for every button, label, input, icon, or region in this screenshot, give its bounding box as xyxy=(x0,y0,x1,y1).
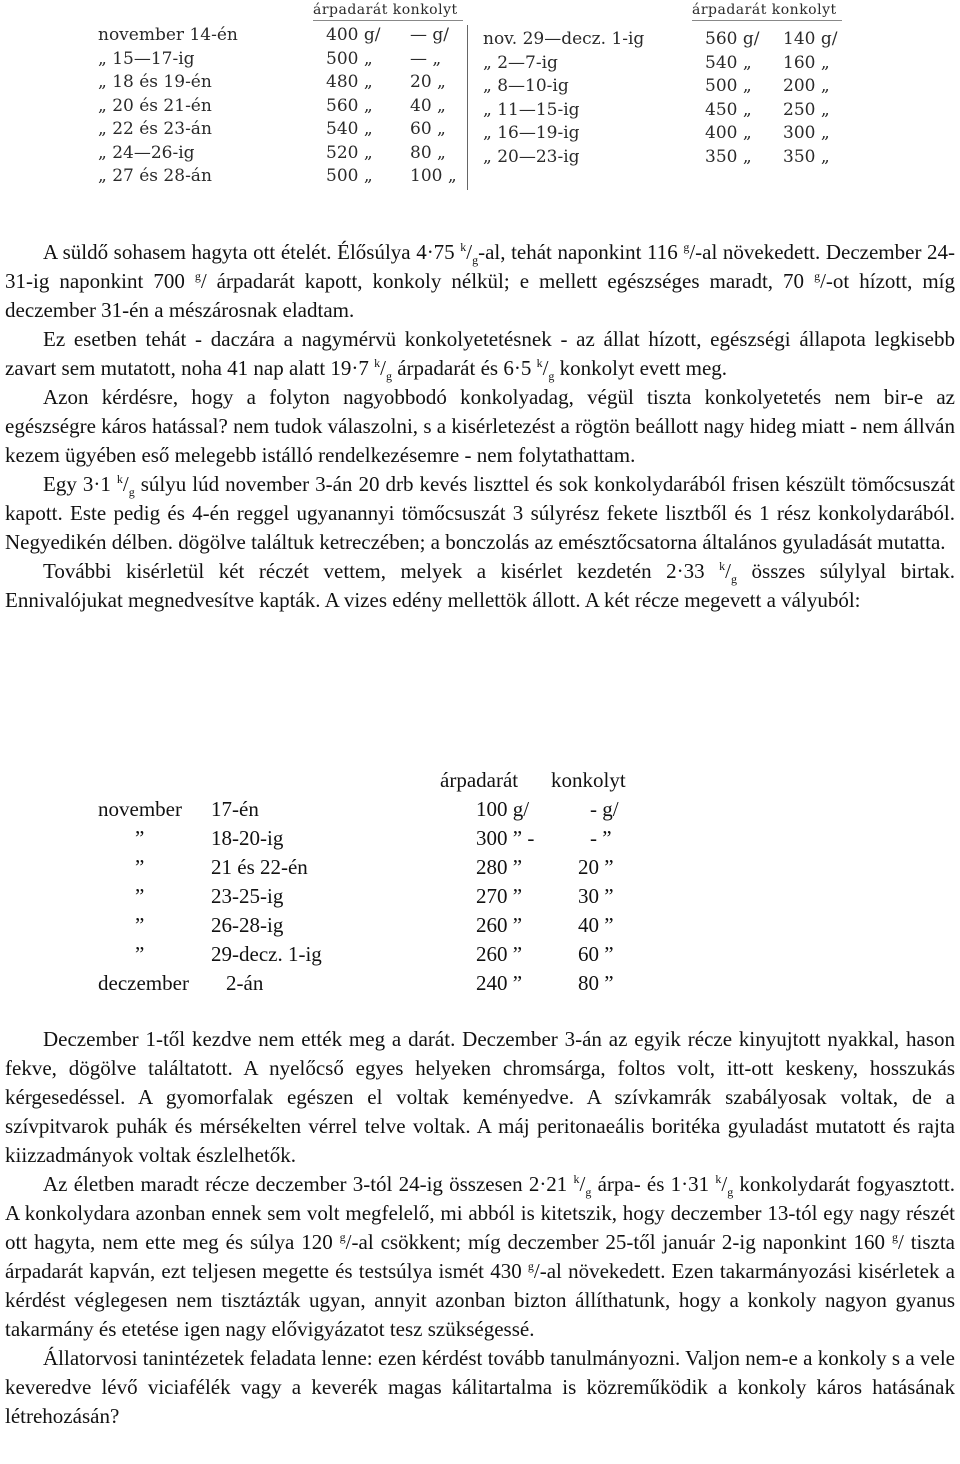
scan-row-konkolyt: 350 „ xyxy=(783,146,830,167)
scan-row-konkolyt: 140 g/ xyxy=(783,29,838,49)
row-month: ” xyxy=(135,855,145,879)
row-konkolyt: 30 ” xyxy=(578,884,614,908)
row-date: 18-20-ig xyxy=(211,826,284,850)
scan-row-label: „ 15—17-ig xyxy=(98,48,195,69)
body-text-1 xyxy=(5,238,955,615)
scan-row-label: „ 16—19-ig xyxy=(483,123,580,143)
paragraph: Egy 3·1 $^k/_g$ súlyu lúd november 3-án 20 drb kevés liszttel és sok konkolydarából frisen készült tömőcsuszát kapott. Este pedig és 4-én reggel ugyanannyi tömőcsuszát 3 súlyrész fekete lisztből és 1 rész konkolydarából. Negyedikén délben. dögölve találtuk ketreczében; a bonczolás az emésztőcsatorna általános gyuladását mutatta. xyxy=(5,472,956,554)
row-date: 29-decz. 1-ig xyxy=(211,942,322,966)
scan-row-arpadarat: 520 „ xyxy=(326,142,373,163)
row-konkolyt: 60 ” xyxy=(578,942,614,966)
scan-row-label: „ 20 és 21-én xyxy=(98,95,212,116)
row-date: 17-én xyxy=(211,797,259,821)
feeding-table-row xyxy=(0,971,960,1000)
scan-row xyxy=(483,29,953,51)
row-date: 21 és 22-én xyxy=(211,855,308,879)
row-month: november xyxy=(98,797,182,821)
row-arpadarat: 260 ” xyxy=(476,942,523,966)
scan-row-arpadarat: 560 „ xyxy=(326,95,373,116)
scan-row xyxy=(98,49,468,71)
scan-header-left-rule xyxy=(313,20,463,21)
paragraph: Deczember 1-től kezdve nem ették meg a darát. Deczember 3-án az egyik récze kinyujtott nyakkal, hason fekve, dögölve találtatott. A nyelőcső egyes helyeken chromsárga, foltos volt, itt-ott keskeny, hosszukás kérgesedéssel. A gyomorfalak egészen el voltak keményedve. A szívkamrák szabályosak voltak, de a szívpitvarok puhák és mérsékelten vérrel telve voltak. A máj peritonaeális boritéka gyuladást mutatott és rajta kiizzadmányok voltak észlelhetők. xyxy=(5,1027,955,1167)
row-month: ” xyxy=(135,884,145,908)
scan-row-arpadarat: 560 g/ xyxy=(705,29,760,49)
scan-row-arpadarat: 500 „ xyxy=(326,166,373,186)
scan-row-arpadarat: 350 „ xyxy=(705,146,752,167)
row-arpadarat: 240 ” xyxy=(476,971,523,995)
scan-row-konkolyt: — g/ xyxy=(410,25,450,45)
row-konkolyt: 40 ” xyxy=(578,913,614,937)
row-arpadarat: 300 ” - xyxy=(476,826,535,850)
scan-row-label: „ 18 és 19-én xyxy=(98,72,212,92)
scan-row-label: „ 22 és 23-án xyxy=(98,119,212,139)
row-month: ” xyxy=(135,826,145,850)
feeding-table-row xyxy=(0,913,960,942)
scan-row-label: „ 20—23-ig xyxy=(483,146,580,167)
scan-row-arpadarat: 450 „ xyxy=(705,99,752,120)
row-date: 2-án xyxy=(226,971,264,995)
scan-row-arpadarat: 480 „ xyxy=(326,72,373,92)
scan-row-label: „ 8—10-ig xyxy=(483,76,569,96)
row-arpadarat: 100 g/ xyxy=(476,797,530,821)
scan-row-arpadarat: 500 „ xyxy=(705,76,752,96)
scan-row-arpadarat: 400 „ xyxy=(705,123,752,143)
row-month: ” xyxy=(135,913,145,937)
paragraph: Az életben maradt récze deczember 3-tól 24-ig összesen 2·21 $^k/_g$ árpa- és 1·31 $^k/_g$ konkolydarát fogyasztott. A konkolydara azonban ennek sem volt megfelelő, mi abból is kitetszik, hogy deczember 13-tól egy nagy részét ott hagyta, nem ette meg és súlya 120 $^g$/-al csökkent; míg deczember 25-től január 2-ig naponkint 160 $^g$/ tiszta árpadarát kapván, ezt teljesen megette és testsúlya ismét 430 $^g$/-al növekedett. Ezen takarmányozási kisérletek a kérdést véglegesen nem tisztázták ugyan, annyit azonban bizton állíthatunk, hogy a konkoly nagyon gyanus takarmány és etetése igen nagy elővigyázatot tesz szükségessé. xyxy=(5,1172,956,1341)
scan-row xyxy=(483,123,953,145)
feeding-table-row xyxy=(0,884,960,913)
row-month: ” xyxy=(135,942,145,966)
row-month: deczember xyxy=(98,971,189,995)
scan-header-left: árpadarát konkolyt xyxy=(313,2,458,18)
header-konkolyt: konkolyt xyxy=(551,768,626,792)
scan-row xyxy=(98,143,468,165)
scan-row-konkolyt: 20 „ xyxy=(410,72,446,92)
scan-row xyxy=(98,25,468,47)
scan-row-arpadarat: 500 „ xyxy=(326,48,373,69)
row-konkolyt: 20 ” xyxy=(578,855,614,879)
scan-row-label: november 14-én xyxy=(98,25,238,45)
scan-row xyxy=(483,53,953,75)
body-text-2 xyxy=(5,1025,955,1431)
scan-row-konkolyt: 200 „ xyxy=(783,76,830,96)
header-arpadarat: árpadarát xyxy=(440,768,519,792)
scan-row xyxy=(483,100,953,122)
scan-row xyxy=(98,72,468,94)
scan-row-label: „ 24—26-ig xyxy=(98,142,195,163)
scan-row xyxy=(483,147,953,169)
row-arpadarat: 260 ” xyxy=(476,913,523,937)
scan-header-right: árpadarát konkolyt xyxy=(692,2,837,18)
scan-row xyxy=(98,166,468,188)
paragraph: A süldő sohasem hagyta ott ételét. Élősúlya 4·75 $^k/_g-al$, tehát naponkint 116 $^g$/-al növekedett. Deczember 24-31-ig naponkint 700 $^g$/ árpadarát kapott, konkoly nélkül; e mellett egészséges maradt, 70 $^g$/-ot hízott, míg deczember 31-én a mészárosnak eladtam. xyxy=(5,240,955,322)
row-konkolyt: - g/ xyxy=(590,797,619,821)
feeding-table-row xyxy=(0,855,960,884)
scan-row-konkolyt: 80 „ xyxy=(410,142,446,163)
row-arpadarat: 280 ” xyxy=(476,855,523,879)
feeding-table-row xyxy=(0,797,960,826)
scan-row-konkolyt: 100 „ xyxy=(410,166,457,186)
scan-header-right-rule xyxy=(692,20,842,21)
scan-row-arpadarat: 400 g/ xyxy=(326,25,381,45)
scan-row-konkolyt: 160 „ xyxy=(783,52,830,73)
scan-row-konkolyt: — „ xyxy=(410,48,442,69)
paragraph: Állatorvosi tanintézetek feladata lenne: ezen kérdést tovább tanulmányozni. Valjon nem-e a konkoly s a vele keveredve lévő viciafélék vagy a keverék magas kálitartalma is közreműködik a konkoly káros hatásának létrehozásán? xyxy=(5,1346,955,1428)
scan-row-label: „ 2—7-ig xyxy=(483,52,558,73)
scan-row-konkolyt: 40 „ xyxy=(410,95,446,116)
row-konkolyt: 80 ” xyxy=(578,971,614,995)
scan-row-konkolyt: 250 „ xyxy=(783,99,830,120)
paragraph: További kisérletül két réczét vettem, melyek a kisérlet kezdetén 2·33 $^k/_g$ összes súlylyal birtak. Ennivalójukat megnedvesítve kapták. A vizes edény mellettök állott. A két récze megevett a vályuból: xyxy=(5,559,955,612)
row-date: 23-25-ig xyxy=(211,884,284,908)
scan-row xyxy=(98,119,468,141)
scan-row-label: nov. 29—decz. 1-ig xyxy=(483,29,645,49)
row-date: 26-28-ig xyxy=(211,913,284,937)
feeding-table-row xyxy=(0,942,960,971)
scanned-table xyxy=(0,0,960,200)
paragraph: Ez esetben tehát - daczára a nagymérvü konkolyetetésnek - az állat hízott, egészségi állapota legkisebb zavart sem mutatott, noha 41 nap alatt 19·7 $^k/_g$ árpadarát és 6·5 $^k/_g$ konkolyt evett meg. xyxy=(5,327,955,384)
scan-row xyxy=(98,96,468,118)
scan-row-arpadarat: 540 „ xyxy=(326,119,373,139)
row-arpadarat: 270 ” xyxy=(476,884,523,908)
feeding-table-row xyxy=(0,826,960,855)
scan-row-label: „ 27 és 28-án xyxy=(98,166,212,186)
scan-row-konkolyt: 60 „ xyxy=(410,119,446,139)
paragraph: Azon kérdésre, hogy a folyton nagyobbodó konkolyadag, végül tiszta konkolyetetés nem bir-e az egészségre káros hatással? nem tudok válaszolni, s a kisérletezést a rögtön beállott nagy hideg miatt - nem állván kezem ügyében eső melegebb istálló rendelkezésemre - nem folytathattam. xyxy=(5,385,955,467)
scan-row xyxy=(483,76,953,98)
row-konkolyt: - ” xyxy=(590,826,612,850)
scan-row-label: „ 11—15-ig xyxy=(483,99,580,120)
scan-row-konkolyt: 300 „ xyxy=(783,123,830,143)
scan-row-arpadarat: 540 „ xyxy=(705,52,752,73)
feeding-table-header xyxy=(0,768,960,797)
